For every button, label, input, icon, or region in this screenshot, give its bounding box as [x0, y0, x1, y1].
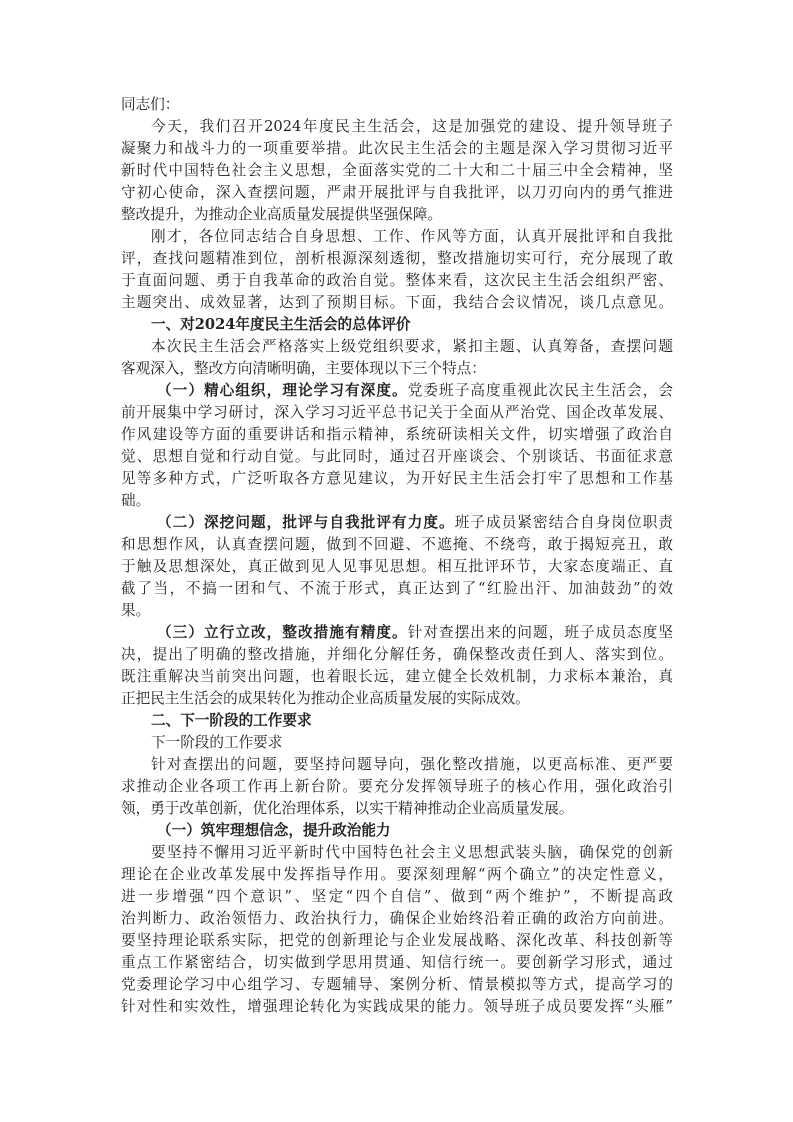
paragraph-line: 和思想作风，认真查摆问题，做到不回避、不遮掩、不绕弯，敢于揭短亮丑，敢 — [121, 536, 673, 553]
document-body — [121, 94, 673, 1018]
paragraph-line: 果。 — [121, 602, 151, 619]
paragraph-line: 重点工作紧密结合，切实做到学思用贯通、知信行统一。要创新学习形式，通过 — [121, 954, 673, 971]
paragraph-line: 作风建设等方面的重要讲话和指示精神，系统研读相关文件，切实增强了政治自 — [121, 426, 673, 443]
paragraph-line: 治判断力、政治领悟力、政治执行力，确保企业始终沿着正确的政治方向前进。 — [121, 910, 673, 927]
paragraph-line: 守初心使命，深入查摆问题，严肃开展批评与自我批评，以刀刃向内的勇气推进 — [121, 184, 673, 201]
paragraph-line: 见等多种方式，广泛听取各方意见建议，为开好民主生活会打牢了思想和工作基 — [121, 470, 673, 487]
paragraph-line: 既注重解决当前突出问题，也着眼长远，建立健全长效机制，力求标本兼治，真 — [121, 668, 673, 685]
subheading-lead: （一）精心组织，理论学习有深度。 — [157, 382, 408, 399]
paragraph-line: 截了当，不搞一团和气、不流于形式，真正达到了“红脸出汗、加油鼓劲”的效 — [121, 580, 673, 597]
paragraph-line: 本次民主生活会严格落实上级党组织要求，紧扣主题、认真筹备，查摆问题 — [151, 338, 673, 355]
paragraph-line: 正把民主生活会的成果转化为推动企业高质量发展的实际成效。 — [121, 690, 530, 707]
paragraph-line: 前开展集中学习研讨，深入学习习近平总书记关于全面从严治党、国企改革发展、 — [121, 404, 673, 421]
paragraph-line: 进一步增强“四个意识”、坚定“四个自信”、做到“两个维护”，不断提高政 — [121, 888, 673, 905]
section-heading: （一）筑牢理想信念，提升政治能力 — [157, 822, 391, 839]
paragraph-line: 整改提升，为推动企业高质量发展提供坚强保障。 — [121, 206, 443, 223]
paragraph-line-subheading — [121, 512, 673, 534]
paragraph-line: 评，查找问题精准到位，剖析根源深刻透彻，整改措施切实可行，充分展现了敢 — [121, 250, 673, 267]
salutation: 同志们： — [121, 96, 180, 113]
paragraph-line: 针对性和实效性，增强理论转化为实践成果的能力。领导班子成员要发挥“头雁” — [121, 998, 673, 1015]
paragraph-line: 于触及思想深处，真正做到见人见事见思想。相互批评环节，大家态度端正、直 — [121, 558, 673, 575]
paragraph-line: 决，提出了明确的整改措施，并细化分解任务，确保整改责任到人、落实到位。 — [121, 646, 673, 663]
subheading-rest: 针对查摆出来的问题，班子成员态度坚 — [407, 624, 673, 641]
paragraph-line-subheading — [121, 622, 673, 644]
paragraph-line: 今天，我们召开2024年度民主生活会，这是加强党的建设、提升领导班子 — [151, 118, 673, 135]
paragraph-line: 凝聚力和战斗力的一项重要举措。此次民主生活会的主题是深入学习贯彻习近平 — [121, 140, 673, 157]
paragraph-line: 要坚持不懈用习近平新时代中国特色社会主义思想武装头脑，确保党的创新 — [151, 844, 673, 861]
section-heading: 二、下一阶段的工作要求 — [151, 712, 312, 729]
subheading-lead: （二）深挖问题，批评与自我批评有力度。 — [157, 514, 455, 531]
paragraph-line: 客观深入，整改方向清晰明确，主要体现以下三个特点： — [121, 360, 486, 377]
paragraph-line: 新时代中国特色社会主义思想，全面落实党的二十大和二十届三中全会精神，坚 — [121, 162, 673, 179]
paragraph-line: 下一阶段的工作要求 — [151, 734, 283, 751]
paragraph-line: 主题突出、成效显著，达到了预期目标。下面，我结合会议情况，谈几点意见。 — [121, 294, 673, 311]
paragraph-line: 要坚持理论联系实际，把党的创新理论与企业发展战略、深化改革、科技创新等 — [121, 932, 673, 949]
paragraph-line: 于直面问题、勇于自我革命的政治自觉。整体来看，这次民主生活会组织严密、 — [121, 272, 673, 289]
subheading-rest: 党委班子高度重视此次民主生活会，会 — [407, 382, 673, 399]
paragraph-line: 觉、思想自觉和行动自觉。与此同时，通过召开座谈会、个别谈话、书面征求意 — [121, 448, 673, 465]
subheading-lead: （三）立行立改，整改措施有精度。 — [157, 624, 408, 641]
paragraph-line: 党委理论学习中心组学习、专题辅导、案例分析、情景模拟等方式，提高学习的 — [121, 976, 673, 993]
paragraph-line: 刚才，各位同志结合自身思想、工作、作风等方面，认真开展批评和自我批 — [151, 228, 673, 245]
section-heading: 一、对2024年度民主生活会的总体评价 — [151, 316, 411, 333]
paragraph-line: 求推动企业各项工作再上新台阶。要充分发挥领导班子的核心作用，强化政治引 — [121, 778, 673, 795]
paragraph-line: 针对查摆出的问题，要坚持问题导向，强化整改措施，以更高标准、更严要 — [151, 756, 673, 773]
paragraph-line: 理论在企业改革发展中发挥指导作用。要深刻理解“两个确立”的决定性意义， — [121, 866, 673, 883]
paragraph-line: 领，勇于改革创新，优化治理体系，以实干精神推动企业高质量发展。 — [121, 800, 574, 817]
paragraph-line: 础。 — [121, 492, 151, 509]
subheading-rest: 班子成员紧密结合自身岗位职责 — [454, 514, 673, 531]
paragraph-line-subheading — [121, 380, 673, 402]
